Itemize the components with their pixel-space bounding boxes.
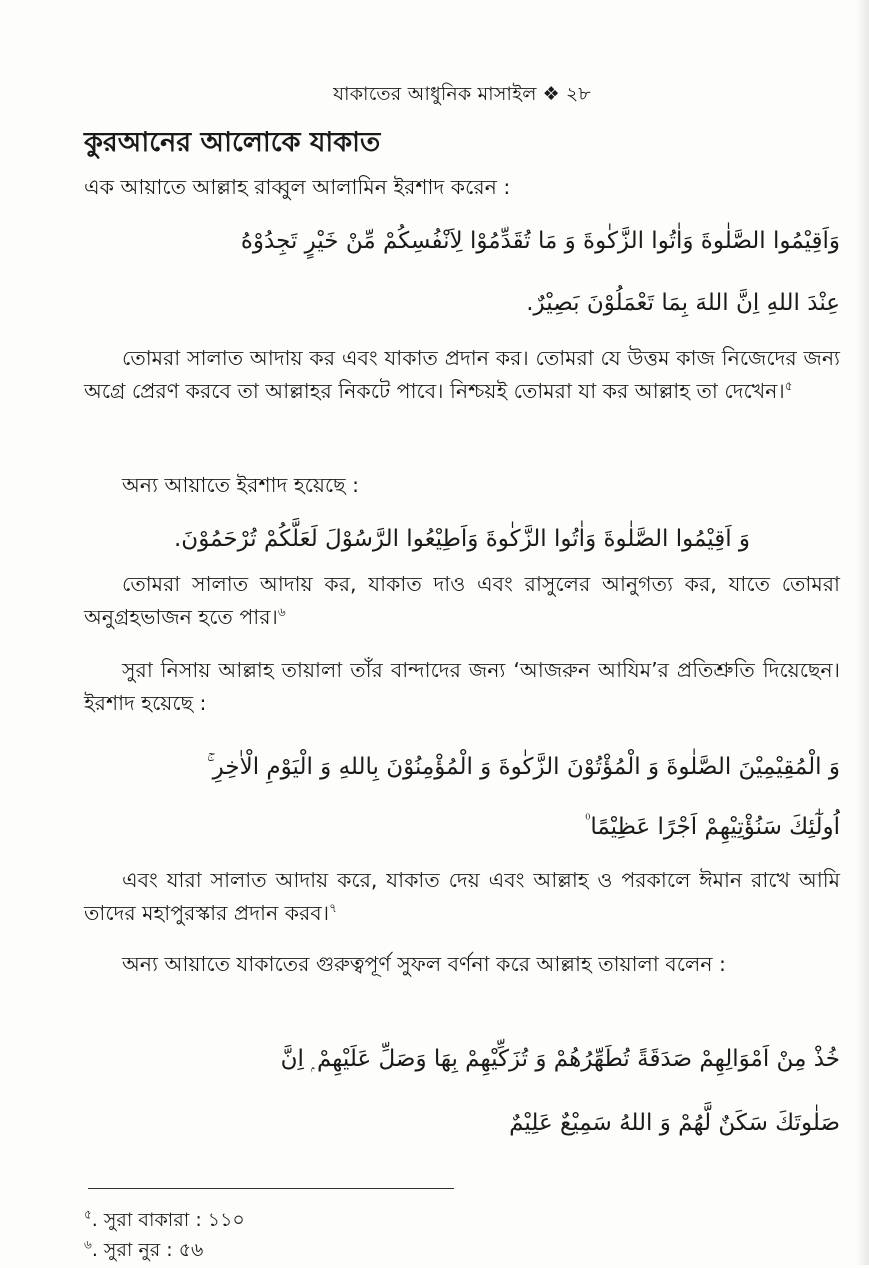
section-heading: কুরআনের আলোকে যাকাত (84, 127, 381, 158)
running-head (84, 80, 840, 112)
running-head-title: যাকাতের আধুনিক মাসাইল (333, 83, 537, 105)
footnote-ref-5: ৫ (784, 379, 793, 394)
footnote-5-number: ৫ (84, 1207, 92, 1222)
footnote-ref-7: ৭ (329, 901, 337, 916)
arabic-verse-4-line-1: خُذْ مِنْ اَمْوَالِهِمْ صَدَقَةً تُطَهِّرُهُمْ وَ تُزَكِّيْهِمْ بِهَا وَصَلِّ عَلَيْهِمْ ۭ اِنَّ (280, 1046, 840, 1072)
intro-line-2: অন্য আয়াতে ইরশাদ হয়েছে : (122, 473, 359, 497)
arabic-verse-2: وَ اَقِيْمُوا الصَّلٰوةَ وَاٰتُوا الزَّكٰوةَ وَاَطِيْعُوا الرَّسُوْلَ لَعَلَّكُمْ تُرْحَمُوْنَ. (174, 526, 750, 552)
footnote-divider (88, 1188, 454, 1189)
intro-4-text: অন্য আয়াতে যাকাতের গুরুত্বপূর্ণ সুফল বর্ণনা করে আল্লাহ তায়ালা বলেন : (122, 952, 726, 976)
book-page (84, 0, 840, 1265)
translation-2 (84, 568, 840, 634)
translation-3-text: এবং যারা সালাত আদায় করে, যাকাত দেয় এবং আল্লাহ ও পরকালে ঈমান রাখে আমি তাদের মহাপুরস্কার প্রদান করব। (84, 868, 840, 925)
footnote-6 (84, 1236, 203, 1268)
translation-2-text: তোমরা সালাত আদায় কর, যাকাত দাও এবং রাসুলের আনুগত্য কর, যাতে তোমরা অনুগ্রহভাজন হতে পার। (84, 572, 840, 629)
intro-paragraph-4 (84, 948, 840, 981)
arabic-verse-3-line-1: وَ الْمُقِيْمِيْنَ الصَّلٰوةَ وَ الْمُؤْتُوْنَ الزَّكٰوةَ وَ الْمُؤْمِنُوْنَ بِاللهِ وَ الْيَوْمِ الْاٰخِرِ ۚ (206, 754, 840, 780)
footnote-5-text: . সুরা বাকারা : ১১০ (91, 1209, 245, 1231)
arabic-verse-1-line-1: وَاَقِيْمُوا الصَّلٰوةَ وَاٰتُوا الزَّكٰوةَ وَ مَا تُقَدِّمُوْا لِاَنْفُسِكُمْ مِّنْ خَيْرٍ تَجِدُوْهُ (240, 228, 840, 254)
arabic-verse-3-line-2: اُولٰٓئِكَ سَنُؤْتِيْهِمْ اَجْرًا عَظِيْمًا ۠ (584, 814, 840, 840)
footnote-5 (84, 1206, 245, 1238)
page-number: ২৮ (565, 83, 591, 105)
page-edge-shadow (855, 0, 869, 1265)
translation-1 (84, 342, 840, 408)
arabic-verse-1-line-2: عِنْدَ اللهِ اِنَّ اللهَ بِمَا تَعْمَلُوْنَ بَصِيْرٌ. (526, 290, 840, 316)
intro-3-text: সুরা নিসায় আল্লাহ তায়ালা তাঁর বান্দাদের জন্য ‘আজরুন আযিম’র প্রতিশ্রুতি দিয়েছেন। ইরশাদ হয়েছে : (84, 658, 840, 715)
footnote-6-text: . সুরা নুর : ৫৬ (91, 1239, 204, 1261)
intro-paragraph-3 (84, 654, 840, 720)
separator-ornament-icon: ❖ (542, 83, 560, 105)
arabic-verse-4-line-2: صَلٰوتَكَ سَكَنٌ لَّهُمْ وَ اللهُ سَمِيْعٌ عَلِيْمٌ (509, 1110, 840, 1136)
translation-3 (84, 864, 840, 930)
translation-1-text: তোমরা সালাত আদায় কর এবং যাকাত প্রদান কর। তোমরা যে উত্তম কাজ নিজেদের জন্য অগ্রে প্রেরণ করবে তা আল্লাহর নিকটে পাবে। নিশ্চয়ই তোমরা যা কর আল্লাহ তা দেখেন। (84, 346, 840, 403)
intro-line-1: এক আয়াতে আল্লাহ রাব্বুল আলামিন ইরশাদ করেন : (84, 175, 511, 199)
footnote-6-number: ৬ (84, 1237, 92, 1252)
footnote-ref-6: ৬ (277, 605, 286, 620)
